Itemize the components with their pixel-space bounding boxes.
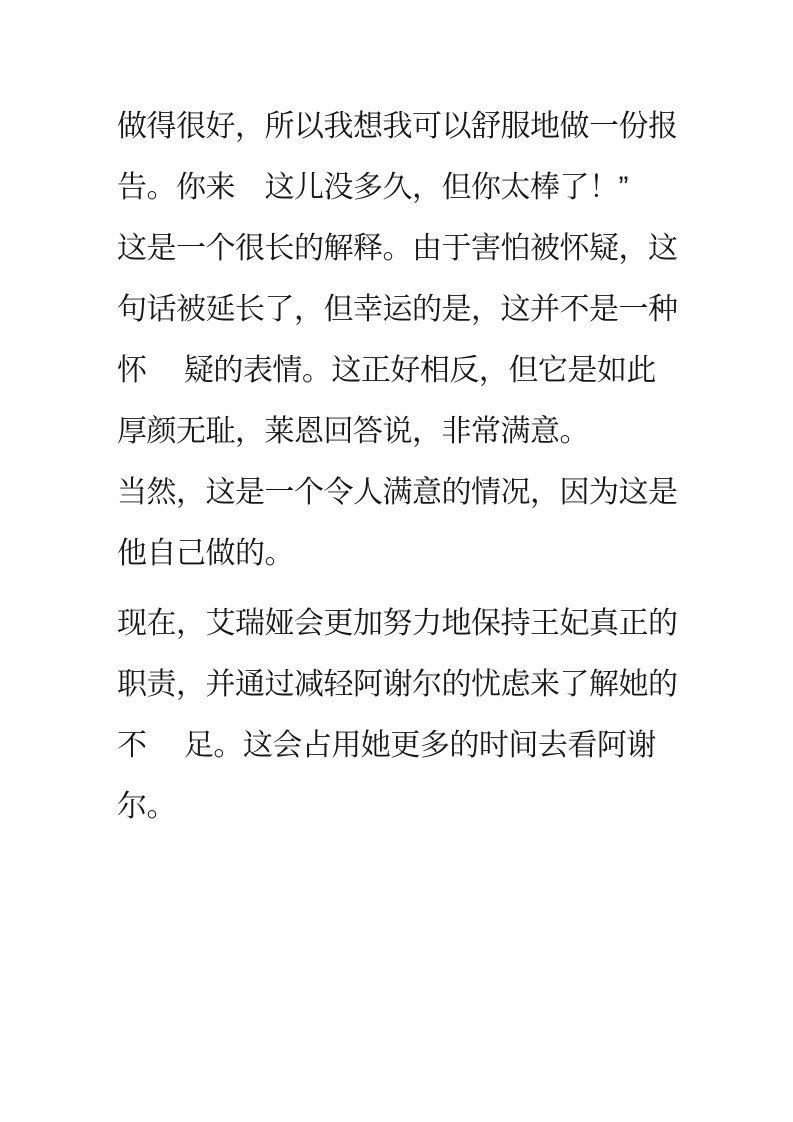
body-text — [117, 96, 717, 837]
text-line: 不 足。这会占用她更多的时间去看阿谢 — [117, 729, 656, 762]
text-line: 厚颜无耻，莱恩回答说，非常满意。 — [117, 415, 589, 448]
text-line: 尔。 — [117, 790, 176, 823]
text-line: 做得很好，所以我想我可以舒服地做一份报 — [117, 110, 678, 143]
text-line: 他自己做的。 — [117, 537, 294, 570]
text-line: 句话被延长了，但幸运的是，这并不是一种 — [117, 293, 678, 326]
text-line: 职责，并通过减轻阿谢尔的忧虑来了解她的 — [117, 668, 678, 701]
text-line: 怀 疑的表情。这正好相反，但它是如此 — [117, 354, 656, 387]
text-line: 这是一个很长的解释。由于害怕被怀疑，这 — [117, 232, 678, 265]
text-line: 当然，这是一个令人满意的情况，因为这是 — [117, 476, 678, 509]
text-line: 现在，艾瑞娅会更加努力地保持王妃真正的 — [117, 607, 678, 640]
text-line: 告。你来 这儿没多久，但你太棒了！” — [117, 171, 628, 204]
